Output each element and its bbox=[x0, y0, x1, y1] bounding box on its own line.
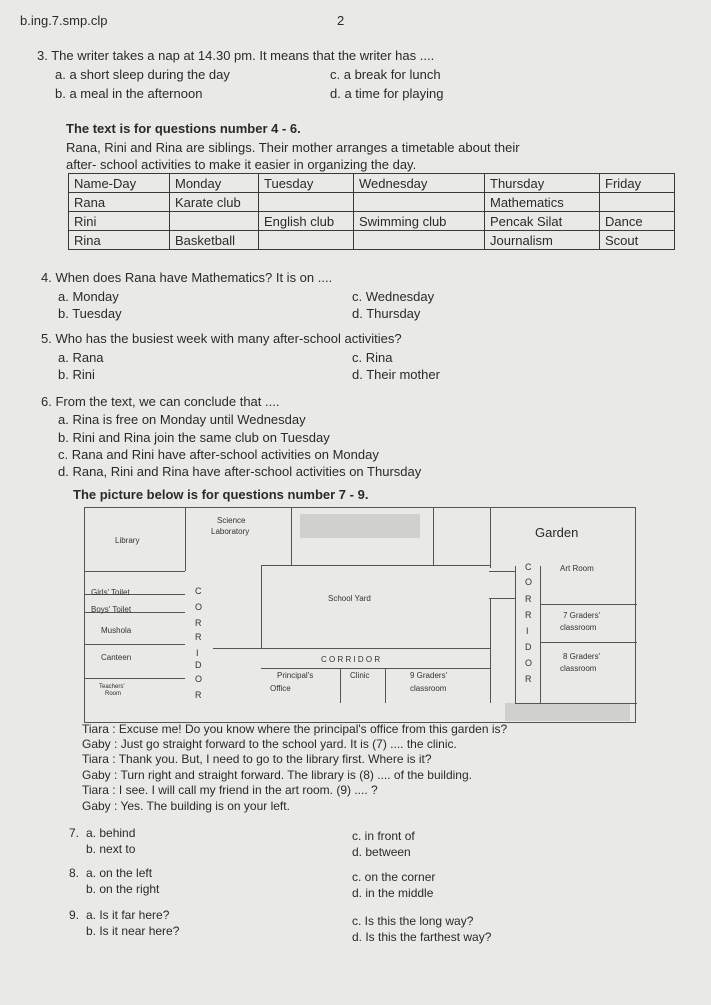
header-monday: Monday bbox=[170, 174, 259, 193]
cell-wednesday bbox=[354, 193, 485, 212]
map-wall bbox=[385, 668, 386, 703]
grade7-label-2: classroom bbox=[560, 623, 597, 632]
map-wall bbox=[261, 668, 491, 669]
text-heading-4-6: The text is for questions number 4 - 6. bbox=[66, 121, 301, 136]
header-wednesday: Wednesday bbox=[354, 174, 485, 193]
map-wall bbox=[515, 703, 637, 704]
corridor-letter: D bbox=[195, 660, 202, 670]
question-6: 6. From the text, we can conclude that .... bbox=[41, 394, 280, 409]
cell-monday bbox=[170, 212, 259, 231]
principals-office-label-2: Office bbox=[270, 684, 291, 693]
corridor-letter: O bbox=[195, 674, 203, 684]
q3-option-a: a. a short sleep during the day bbox=[55, 67, 230, 82]
speaker: Tiara bbox=[82, 783, 109, 797]
school-map bbox=[84, 507, 636, 723]
q4-option-b: b. Tuesday bbox=[58, 306, 122, 321]
map-wall bbox=[433, 508, 434, 565]
map-smudge bbox=[505, 703, 630, 721]
header-thursday: Thursday bbox=[485, 174, 600, 193]
cell-thursday: Mathematics bbox=[485, 193, 600, 212]
text-paragraph-line1: Rana, Rini and Rina are siblings. Their mother arranges a timetable about their bbox=[66, 140, 520, 155]
map-wall bbox=[261, 565, 491, 566]
q5-option-a: a. Rana bbox=[58, 350, 104, 365]
map-wall bbox=[213, 648, 491, 649]
map-wall bbox=[540, 642, 637, 643]
cell-wednesday bbox=[354, 231, 485, 250]
dialogue-text: : I see. I will call my friend in the art room. (9) .... ? bbox=[112, 783, 378, 797]
corridor-letter: O bbox=[525, 658, 533, 668]
speaker: Gaby bbox=[82, 799, 111, 813]
map-smudge bbox=[300, 514, 420, 538]
timetable-header-row bbox=[69, 174, 675, 193]
header-tuesday: Tuesday bbox=[259, 174, 354, 193]
dialogue-text: : Turn right and straight forward. The library is (8) .... of the building. bbox=[114, 768, 472, 782]
timetable-row-rini bbox=[69, 212, 675, 231]
question-5: 5. Who has the busiest week with many after-school activities? bbox=[41, 331, 402, 346]
cell-tuesday bbox=[259, 193, 354, 212]
dialogue-line bbox=[82, 722, 507, 736]
q4-option-d: d. Thursday bbox=[352, 306, 421, 321]
art-room-label: Art Room bbox=[560, 564, 594, 573]
principals-office-label-1: Principal's bbox=[277, 671, 314, 680]
corridor-letter: C bbox=[525, 562, 532, 572]
cell-thursday: Journalism bbox=[485, 231, 600, 250]
map-wall bbox=[185, 508, 186, 571]
cell-name: Rana bbox=[69, 193, 170, 212]
corridor-letter: R bbox=[525, 674, 532, 684]
map-wall bbox=[490, 598, 491, 703]
canteen-label: Canteen bbox=[101, 653, 132, 662]
question-9-number: 9. bbox=[69, 908, 80, 922]
corridor-letter: I bbox=[196, 648, 199, 658]
dialogue-line bbox=[82, 737, 457, 751]
science-lab-label-1: Science bbox=[217, 516, 246, 525]
timetable-row-rina bbox=[69, 231, 675, 250]
science-lab-label-2: Laboratory bbox=[211, 527, 250, 536]
map-wall bbox=[85, 644, 185, 645]
cell-tuesday bbox=[259, 231, 354, 250]
map-wall bbox=[489, 571, 515, 572]
girls-toilet-label: Girls' Toilet bbox=[91, 588, 130, 597]
dialogue-line bbox=[82, 799, 290, 813]
header-name-day: Name-Day bbox=[69, 174, 170, 193]
clinic-label: Clinic bbox=[350, 671, 370, 680]
corridor-letter: R bbox=[525, 594, 532, 604]
question-7-number: 7. bbox=[69, 826, 80, 840]
school-yard-label: School Yard bbox=[328, 594, 371, 603]
dialogue-text: : Yes. The building is on your left. bbox=[114, 799, 290, 813]
map-wall bbox=[340, 668, 341, 703]
q6-option-a: a. Rina is free on Monday until Wednesday bbox=[58, 412, 306, 427]
cell-friday: Dance bbox=[600, 212, 675, 231]
corridor-letter: C bbox=[195, 586, 202, 596]
q3-option-b: b. a meal in the afternoon bbox=[55, 86, 203, 101]
corridor-letter: O bbox=[195, 602, 203, 612]
map-wall bbox=[540, 604, 637, 605]
boys-toilet-label: Boys' Toilet bbox=[91, 605, 132, 614]
teachers-room-label-1: Teachers' bbox=[99, 684, 125, 690]
speaker: Gaby bbox=[82, 768, 111, 782]
dialogue-line bbox=[82, 768, 472, 782]
dialogue-text: : Just go straight forward to the school yard. It is (7) .... the clinic. bbox=[114, 737, 457, 751]
cell-friday: Scout bbox=[600, 231, 675, 250]
question-3: 3. The writer takes a nap at 14.30 pm. It means that the writer has .... bbox=[37, 48, 435, 63]
q6-option-c: c. Rana and Rini have after-school activities on Monday bbox=[58, 447, 379, 462]
q7-option-d: d. between bbox=[352, 845, 411, 859]
header-friday: Friday bbox=[600, 174, 675, 193]
q5-option-b: b. Rini bbox=[58, 367, 95, 382]
map-wall bbox=[85, 678, 185, 679]
corridor-letter: R bbox=[525, 610, 532, 620]
corridor-letter: I bbox=[526, 626, 529, 636]
garden-label: Garden bbox=[535, 525, 579, 540]
q4-option-c: c. Wednesday bbox=[352, 289, 435, 304]
cell-name: Rina bbox=[69, 231, 170, 250]
map-wall bbox=[515, 566, 516, 703]
library-label: Library bbox=[115, 536, 140, 545]
cell-tuesday: English club bbox=[259, 212, 354, 231]
corridor-letter: R bbox=[195, 690, 202, 700]
page-number: 2 bbox=[337, 13, 345, 28]
grade9-label-2: classroom bbox=[410, 684, 447, 693]
q6-option-b: b. Rini and Rina join the same club on Tuesday bbox=[58, 430, 330, 445]
map-wall bbox=[489, 598, 515, 599]
q8-option-b: b. on the right bbox=[86, 882, 160, 896]
q7-option-c: c. in front of bbox=[352, 829, 415, 843]
corridor-letter: D bbox=[525, 642, 532, 652]
picture-heading: The picture below is for questions number 7 - 9. bbox=[73, 487, 369, 502]
timetable bbox=[68, 173, 675, 250]
teachers-room-label-2: Room bbox=[105, 691, 122, 697]
file-label: b.ing.7.smp.clp bbox=[20, 13, 108, 28]
cell-monday: Basketball bbox=[170, 231, 259, 250]
corridor-label: C O R R I D O R bbox=[321, 655, 381, 664]
map-wall bbox=[261, 565, 262, 649]
q9-option-c: c. Is this the long way? bbox=[352, 914, 474, 928]
grade9-label-1: 9 Graders' bbox=[410, 671, 448, 680]
q5-option-d: d. Their mother bbox=[352, 367, 440, 382]
q3-option-d: d. a time for playing bbox=[330, 86, 444, 101]
question-4: 4. When does Rana have Mathematics? It is on .... bbox=[41, 270, 333, 285]
q8-option-c: c. on the corner bbox=[352, 870, 436, 884]
dialogue-line bbox=[82, 752, 432, 766]
speaker: Gaby bbox=[82, 737, 111, 751]
text-paragraph-line2: after- school activities to make it easier in organizing the day. bbox=[66, 157, 417, 172]
q4-option-a: a. Monday bbox=[58, 289, 119, 304]
speaker: Tiara bbox=[82, 722, 109, 736]
speaker: Tiara bbox=[82, 752, 109, 766]
grade8-label-2: classroom bbox=[560, 664, 597, 673]
q9-option-d: d. Is this the farthest way? bbox=[352, 930, 492, 944]
cell-thursday: Pencak Silat bbox=[485, 212, 600, 231]
grade7-label-1: 7 Graders' bbox=[563, 611, 601, 620]
map-wall bbox=[540, 566, 541, 703]
q8-option-d: d. in the middle bbox=[352, 886, 434, 900]
grade8-label-1: 8 Graders' bbox=[563, 652, 601, 661]
question-8-number: 8. bbox=[69, 866, 80, 880]
cell-monday: Karate club bbox=[170, 193, 259, 212]
corridor-letter: R bbox=[195, 632, 202, 642]
dialogue-line bbox=[82, 783, 378, 797]
q3-option-c: c. a break for lunch bbox=[330, 67, 441, 82]
cell-wednesday: Swimming club bbox=[354, 212, 485, 231]
mushola-label: Mushola bbox=[101, 626, 132, 635]
map-wall bbox=[291, 508, 292, 565]
q6-option-d: d. Rana, Rini and Rina have after-school activities on Thursday bbox=[58, 464, 422, 479]
q7-option-a: a. behind bbox=[86, 826, 136, 840]
dialogue-text: : Thank you. But, I need to go to the library first. Where is it? bbox=[112, 752, 432, 766]
corridor-letter: R bbox=[195, 618, 202, 628]
map-wall bbox=[490, 508, 491, 568]
corridor-letter: O bbox=[525, 577, 533, 587]
q5-option-c: c. Rina bbox=[352, 350, 393, 365]
timetable-row-rana bbox=[69, 193, 675, 212]
dialogue-text: : Excuse me! Do you know where the principal's office from this garden is? bbox=[112, 722, 508, 736]
q7-option-b: b. next to bbox=[86, 842, 136, 856]
q8-option-a: a. on the left bbox=[86, 866, 153, 880]
map-wall bbox=[85, 571, 185, 572]
cell-name: Rini bbox=[69, 212, 170, 231]
cell-friday bbox=[600, 193, 675, 212]
q9-option-a: a. Is it far here? bbox=[86, 908, 170, 922]
q9-option-b: b. Is it near here? bbox=[86, 924, 180, 938]
